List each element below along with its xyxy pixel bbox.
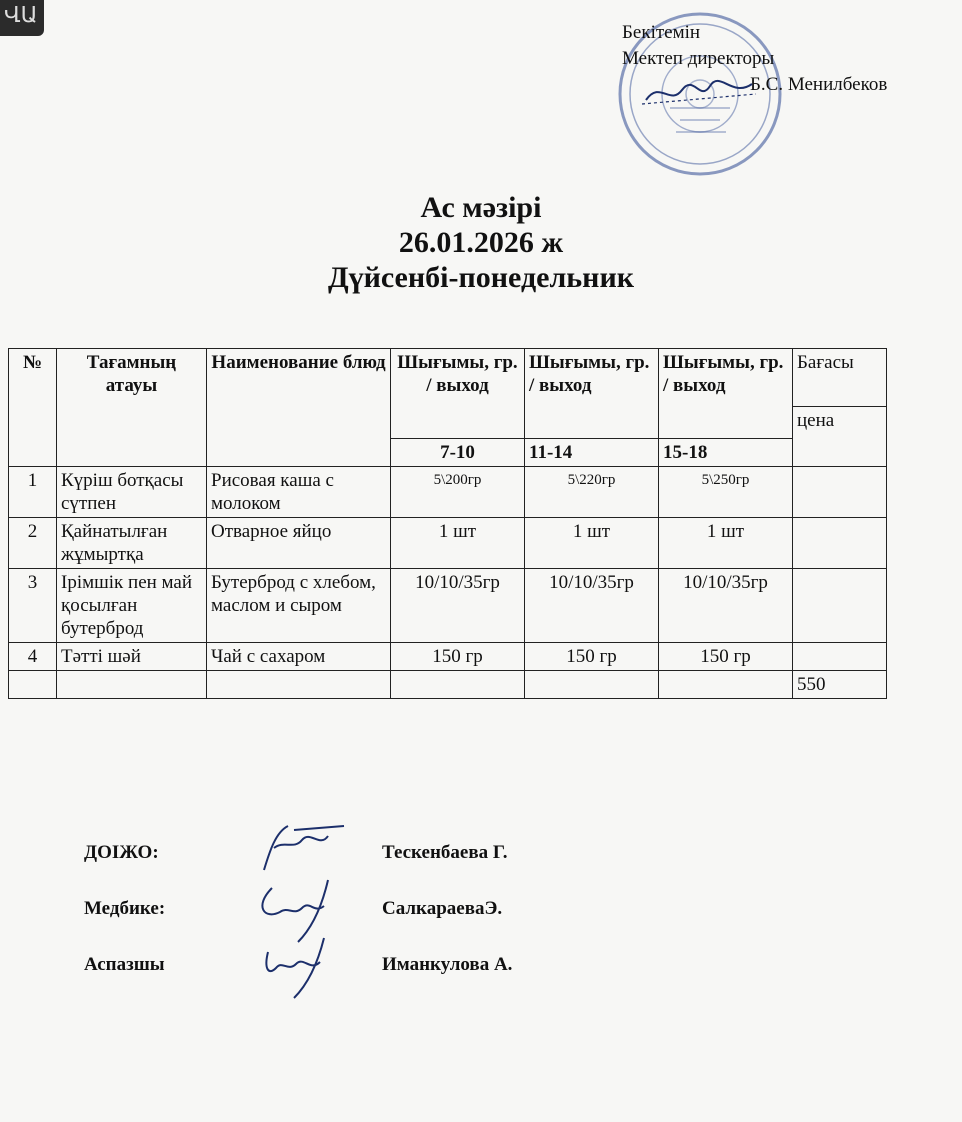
signature-3	[224, 932, 354, 1002]
row-number: 1	[9, 467, 57, 518]
table-row	[9, 467, 887, 518]
row-yield-2: 5\220гр	[525, 467, 659, 518]
signer-role: ДОІЖО:	[84, 842, 159, 863]
row-yield-2: 10/10/35гр	[525, 569, 659, 643]
signer-row	[84, 954, 684, 1010]
corner-tab: ՎԱ	[0, 0, 44, 36]
row-name-kz: Ірімшік пен май қосылған бутерброд	[57, 569, 207, 643]
row-name-kz: Күріш ботқасы сүтпен	[57, 467, 207, 518]
table-row	[9, 518, 887, 569]
menu-date: 26.01.2026 ж	[398, 226, 564, 259]
signers-block	[84, 842, 684, 1010]
row-name-ru: Бутерброд с хлебом, маслом и сыром	[207, 569, 391, 643]
row-yield-1: 1 шт	[391, 518, 525, 569]
row-yield-1: 5\200гр	[391, 467, 525, 518]
row-number: 4	[9, 643, 57, 671]
signer-row	[84, 898, 684, 954]
row-yield-2: 1 шт	[525, 518, 659, 569]
total-row	[9, 671, 887, 699]
header-name-kz: Тағамның атауы	[57, 349, 207, 467]
header-yield-3: Шығымы, гр. / выход	[659, 349, 793, 439]
row-yield-3: 10/10/35гр	[659, 569, 793, 643]
menu-table	[8, 348, 887, 699]
director-name: Б.С. Менилбеков	[750, 74, 888, 95]
header-age-3: 15-18	[659, 439, 793, 467]
row-name-kz: Тәтті шәй	[57, 643, 207, 671]
row-yield-1: 10/10/35гр	[391, 569, 525, 643]
signer-name: СалкараеваЭ.	[382, 898, 503, 919]
row-number: 3	[9, 569, 57, 643]
row-price	[793, 569, 887, 643]
row-yield-3: 5\250гр	[659, 467, 793, 518]
header-number: №	[9, 349, 57, 467]
menu-day: Дүйсенбі-понедельник	[327, 261, 635, 294]
header-name-ru: Наименование блюд	[207, 349, 391, 467]
signer-role: Медбике:	[84, 898, 166, 919]
header-price-kz: Бағасы	[793, 349, 887, 407]
row-number: 2	[9, 518, 57, 569]
approval-line-1: Бекітемін	[622, 22, 701, 43]
header-row	[9, 349, 887, 407]
header-yield-1: Шығымы, гр. / выход	[391, 349, 525, 439]
header-price-ru: цена	[793, 407, 887, 467]
approval-line-2: Мектеп директоры	[622, 48, 775, 69]
header-age-1: 7-10	[391, 439, 525, 467]
table-row	[9, 569, 887, 643]
row-yield-3: 1 шт	[659, 518, 793, 569]
header-age-2: 11-14	[525, 439, 659, 467]
total-price: 550	[793, 671, 887, 699]
signer-role: Аспазшы	[84, 954, 165, 975]
row-name-ru: Рисовая каша с молоком	[207, 467, 391, 518]
table-row	[9, 643, 887, 671]
row-yield-2: 150 гр	[525, 643, 659, 671]
row-price	[793, 518, 887, 569]
title-block	[0, 190, 962, 295]
row-price	[793, 643, 887, 671]
director-signature	[640, 76, 760, 110]
row-price	[793, 467, 887, 518]
row-name-ru: Отварное яйцо	[207, 518, 391, 569]
row-yield-1: 150 гр	[391, 643, 525, 671]
signer-row	[84, 842, 684, 898]
menu-heading: Ас мәзірі	[420, 191, 542, 224]
signer-name: Тескенбаева Г.	[382, 842, 508, 863]
signer-name: Иманкулова А.	[382, 954, 513, 975]
header-yield-2: Шығымы, гр. / выход	[525, 349, 659, 439]
row-name-kz: Қайнатылған жұмыртқа	[57, 518, 207, 569]
signature-1	[224, 820, 354, 876]
row-yield-3: 150 гр	[659, 643, 793, 671]
row-name-ru: Чай с сахаром	[207, 643, 391, 671]
